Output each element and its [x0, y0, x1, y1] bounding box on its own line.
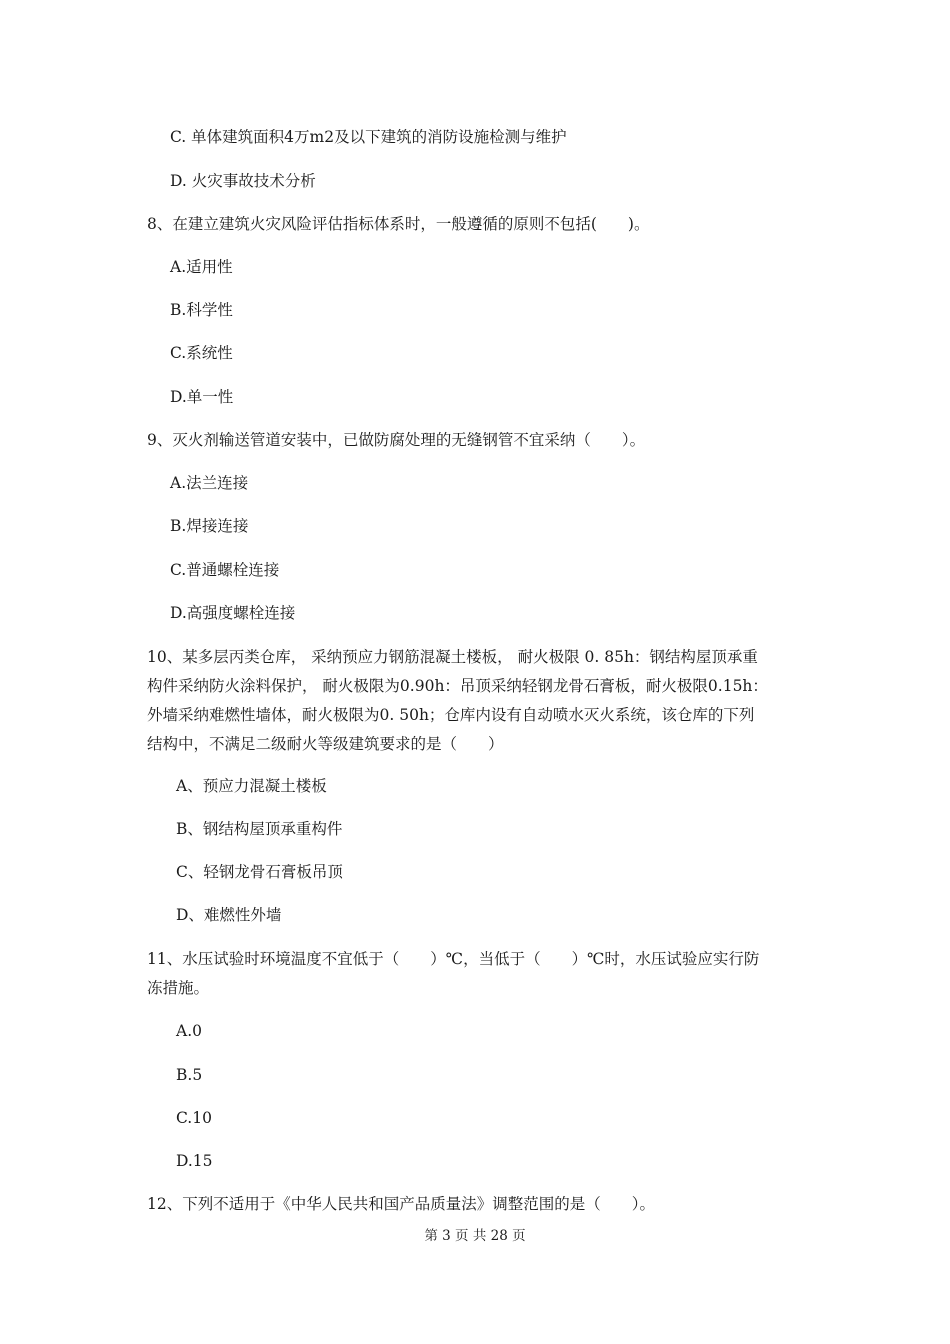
q9-option-c: C.普通螺栓连接 — [170, 561, 280, 579]
q10-option-a: A、预应力混凝土楼板 — [176, 777, 327, 795]
q10-option-b: B、钢结构屋顶承重构件 — [176, 820, 343, 838]
q11-option-d: D.15 — [176, 1152, 213, 1170]
q10-stem-line-4: 结构中，不满足二级耐火等级建筑要求的是（ ） — [147, 735, 504, 753]
q8-option-b: B.科学性 — [170, 301, 233, 319]
q8-option-a: A.适用性 — [170, 258, 233, 276]
q7-option-c: C. 单体建筑面积4万m2及以下建筑的消防设施检测与维护 — [170, 128, 567, 146]
q9-option-d: D.高强度螺栓连接 — [170, 604, 296, 622]
q11-option-c: C.10 — [176, 1109, 212, 1127]
q9-option-a: A.法兰连接 — [170, 474, 249, 492]
q10-stem-line-3: 外墙采纳难燃性墙体，耐火极限为0. 50h；仓库内设有自动喷水灭火系统，该仓库的下列 — [147, 706, 755, 724]
q9-option-b: B.焊接连接 — [170, 517, 249, 535]
q12-stem: 12、下列不适用于《中华人民共和国产品质量法》调整范围的是（ ）。 — [147, 1195, 655, 1213]
q11-stem-line-2: 冻措施。 — [147, 979, 210, 997]
q10-option-c: C、轻钢龙骨石膏板吊顶 — [176, 863, 343, 881]
q10-stem-line-1: 10、某多层丙类仓库， 采纳预应力钢筋混凝土楼板， 耐火极限 0. 85h：钢结构屋顶承重 — [147, 648, 758, 666]
q8-option-c: C.系统性 — [170, 344, 233, 362]
q11-stem-line-1: 11、水压试验时环境温度不宜低于（ ）℃，当低于（ ）℃时，水压试验应实行防 — [147, 950, 760, 968]
q10-stem-line-2: 构件采纳防火涂料保护， 耐火极限为0.90h：吊顶采纳轻钢龙骨石膏板，耐火极限0.15h： — [147, 677, 768, 695]
q7-option-d: D. 火灾事故技术分析 — [170, 172, 316, 190]
q10-option-d: D、难燃性外墙 — [176, 906, 282, 924]
q8-stem: 8、在建立建筑火灾风险评估指标体系时，一般遵循的原则不包括( )。 — [147, 215, 650, 233]
q9-stem: 9、灭火剂输送管道安装中，已做防腐处理的无缝钢管不宜采纳（ ）。 — [147, 431, 646, 449]
page-number-footer: 第 3 页 共 28 页 — [424, 1228, 526, 1244]
q8-option-d: D.单一性 — [170, 388, 234, 406]
q11-option-a: A.0 — [176, 1022, 202, 1040]
q11-option-b: B.5 — [176, 1066, 203, 1084]
